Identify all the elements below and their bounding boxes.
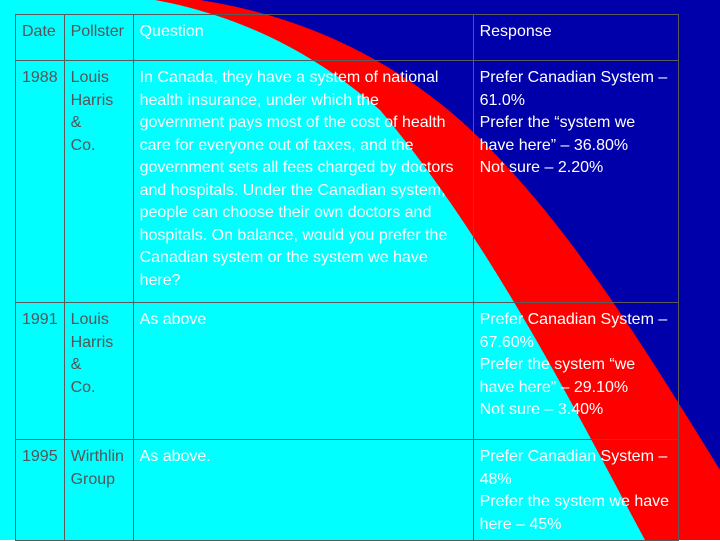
header-response: Response	[473, 15, 678, 61]
header-question: Question	[133, 15, 473, 61]
table-row	[16, 61, 679, 303]
header-date: Date	[16, 15, 65, 61]
header-pollster: Pollster	[64, 15, 133, 61]
question-cell: As above	[133, 303, 473, 440]
question-cell: In Canada, they have a system of national health insurance, under which the government pays most of the cost of health care for everyone out of taxes, and the government sets all fees charged by doctors and hospitals. Under the Canadian system, people can choose their own doctors and hospitals. On balance, would you prefer the Canadian system or the system we have here?	[133, 61, 473, 303]
date-cell: 1995	[16, 440, 65, 541]
response-cell: Prefer Canadian System – 67.60% Prefer the system “we have here” – 29.10% Not sure – 3.40%	[473, 303, 678, 440]
date-cell: 1988	[16, 61, 65, 303]
pollster-cell: Louis Harris & Co.	[64, 61, 133, 303]
table-row	[16, 440, 679, 541]
pollster-cell: Wirthlin Group	[64, 440, 133, 541]
pollster-cell: Louis Harris & Co.	[64, 303, 133, 440]
poll-table	[15, 14, 679, 541]
table-row	[16, 303, 679, 440]
response-cell: Prefer Canadian System – 48% Prefer the system we have here – 45%	[473, 440, 678, 541]
date-cell: 1991	[16, 303, 65, 440]
question-cell: As above.	[133, 440, 473, 541]
response-cell: Prefer Canadian System – 61.0% Prefer the “system we have here” – 36.80% Not sure – 2.20%	[473, 61, 678, 303]
table-header-row	[16, 15, 679, 61]
